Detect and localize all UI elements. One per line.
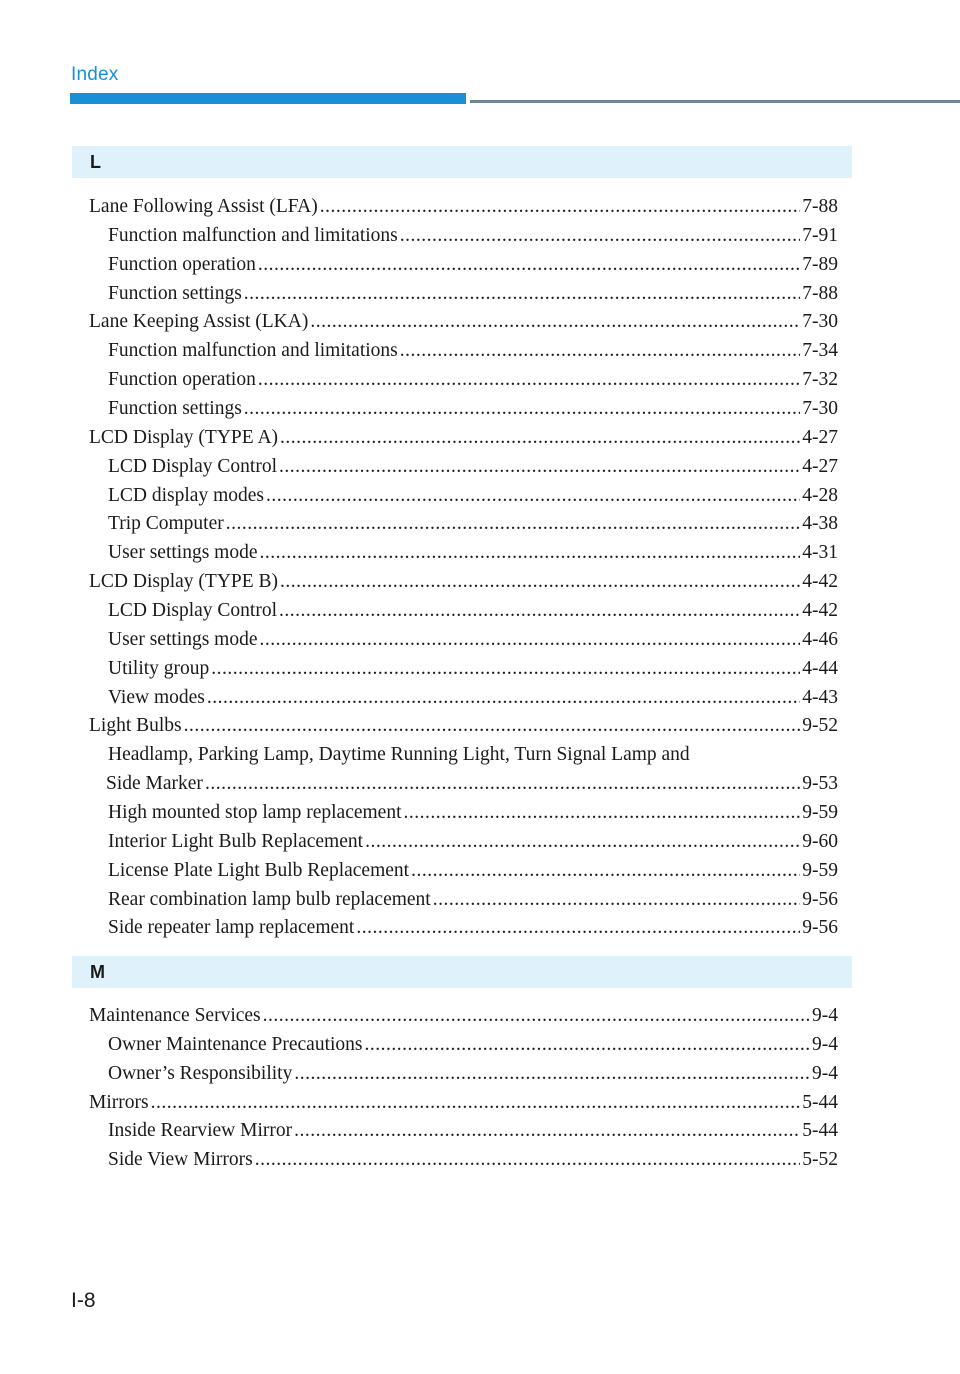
leader-dots — [294, 1060, 810, 1089]
index-entry-page: 9-60 — [802, 830, 838, 852]
index-entry[interactable] — [89, 684, 838, 713]
index-entry[interactable] — [89, 857, 838, 886]
index-list-m — [89, 1002, 838, 1175]
index-entry[interactable] — [89, 1117, 838, 1146]
index-entry-page: 9-53 — [802, 773, 838, 795]
leader-dots — [226, 510, 800, 539]
index-entry-page: 9-4 — [812, 1062, 838, 1084]
index-entry[interactable] — [89, 712, 838, 741]
index-entry-label: Side Marker — [106, 773, 203, 795]
section-letter-m: M — [90, 962, 105, 982]
index-entry-label: Maintenance Services — [89, 1005, 261, 1026]
leader-dots — [310, 308, 800, 337]
index-entry[interactable] — [89, 597, 838, 626]
index-entry[interactable] — [89, 1146, 838, 1175]
index-entry-page: 9-4 — [812, 1033, 838, 1055]
index-entry-page: 9-52 — [802, 715, 838, 737]
leader-dots — [280, 424, 800, 453]
leader-dots — [411, 857, 800, 886]
leader-dots — [259, 626, 800, 655]
index-entry-label: Function operation — [108, 253, 256, 275]
index-entry[interactable] — [89, 337, 838, 366]
index-entry[interactable] — [89, 251, 838, 280]
index-entry-label: High mounted stop lamp replacement — [108, 802, 402, 824]
index-entry-page: 4-44 — [802, 657, 838, 679]
leader-dots — [244, 280, 800, 309]
leader-dots — [258, 251, 800, 280]
leader-dots — [258, 366, 800, 395]
index-entry-label: Utility group — [108, 657, 210, 679]
section-band-m — [72, 956, 852, 988]
index-entry-label: Headlamp, Parking Lamp, Daytime Running Light, Turn Signal Lamp and — [108, 744, 690, 766]
index-entry-page: 5-44 — [802, 1091, 838, 1113]
index-entry-label: LCD display modes — [108, 484, 264, 506]
index-entry-page: 4-28 — [802, 484, 838, 506]
index-entry-page: 4-42 — [802, 600, 838, 622]
index-entry-page: 9-56 — [802, 917, 838, 939]
leader-dots — [205, 770, 800, 799]
index-entry[interactable] — [89, 828, 838, 857]
leader-dots — [263, 1002, 810, 1031]
leader-dots — [400, 222, 800, 251]
index-entry-page: 9-59 — [802, 859, 838, 881]
leader-dots — [294, 1117, 800, 1146]
index-entry-page: 4-31 — [802, 542, 838, 564]
index-entry-page: 7-89 — [802, 253, 838, 275]
index-entry-page: 7-91 — [802, 224, 838, 246]
index-entry-label: Lane Following Assist (LFA) — [89, 196, 318, 217]
leader-dots — [365, 1031, 811, 1060]
index-entry-label: License Plate Light Bulb Replacement — [108, 859, 410, 881]
index-entry[interactable] — [89, 1002, 838, 1031]
index-entry[interactable] — [89, 741, 838, 770]
index-entry[interactable] — [89, 655, 838, 684]
index-entry-page: 7-34 — [802, 340, 838, 362]
index-entry[interactable] — [89, 1031, 838, 1060]
index-entry-page: 5-44 — [802, 1120, 838, 1142]
index-list-l — [89, 193, 838, 943]
index-entry-label: Function settings — [108, 398, 242, 420]
index-entry-label: Trip Computer — [108, 513, 224, 535]
index-entry-page: 4-38 — [802, 513, 838, 535]
index-entry-label: LCD Display (TYPE B) — [89, 571, 279, 593]
leader-dots — [266, 482, 800, 511]
index-entry-page: 5-52 — [802, 1149, 838, 1171]
index-entry-label: Light Bulbs — [89, 715, 182, 737]
running-header-title: Index — [71, 64, 119, 85]
index-entry-label: Rear combination lamp bulb replacement — [108, 888, 431, 910]
index-entry-page: 9-56 — [802, 888, 838, 910]
leader-dots — [433, 886, 801, 915]
leader-dots — [365, 828, 800, 857]
page-number: I-8 — [71, 1289, 96, 1312]
index-entry-page: 4-42 — [802, 571, 838, 593]
index-entry-page: 4-46 — [802, 628, 838, 650]
index-entry[interactable] — [89, 510, 838, 539]
index-entry-label: LCD Display Control — [108, 455, 277, 477]
header-accent-bar — [70, 93, 466, 104]
leader-dots — [184, 712, 801, 741]
index-entry-label: Function malfunction and limitations — [108, 340, 398, 362]
leader-dots — [255, 1146, 801, 1175]
index-entry-label: Function settings — [108, 282, 242, 304]
index-entry[interactable] — [89, 453, 838, 482]
index-entry[interactable] — [89, 914, 838, 943]
index-entry-label: Owner Maintenance Precautions — [108, 1033, 363, 1055]
index-entry[interactable] — [89, 886, 838, 915]
leader-dots — [320, 193, 800, 222]
index-entry[interactable] — [89, 539, 838, 568]
leader-dots — [356, 914, 800, 943]
index-entry-label: LCD Display Control — [108, 600, 277, 622]
index-entry[interactable] — [89, 222, 838, 251]
index-entry-label: Side repeater lamp replacement — [108, 917, 355, 939]
index-entry-page: 4-43 — [802, 686, 838, 708]
index-entry-label: Lane Keeping Assist (LKA) — [89, 311, 309, 333]
index-entry[interactable] — [89, 1089, 838, 1118]
leader-dots — [259, 539, 800, 568]
index-entry-label: Inside Rearview Mirror — [108, 1120, 293, 1142]
leader-dots — [279, 597, 800, 626]
index-entry-label: Mirrors — [89, 1091, 149, 1113]
index-entry-label: User settings mode — [108, 628, 258, 650]
index-entry[interactable] — [89, 482, 838, 511]
section-letter-l: L — [90, 152, 101, 172]
index-entry[interactable] — [89, 799, 838, 828]
index-entry-label: Function operation — [108, 369, 256, 391]
index-entry[interactable] — [89, 770, 838, 799]
index-entry-label: Function malfunction and limitations — [108, 224, 398, 246]
index-entry-page: 9-4 — [812, 1005, 838, 1026]
leader-dots — [279, 453, 800, 482]
index-entry-page: 4-27 — [802, 426, 838, 448]
index-entry[interactable] — [89, 193, 838, 222]
leader-dots — [244, 395, 800, 424]
index-entry[interactable] — [89, 280, 838, 309]
index-entry-page: 7-88 — [802, 196, 838, 217]
index-entry-label: User settings mode — [108, 542, 258, 564]
leader-dots — [211, 655, 800, 684]
index-entry[interactable] — [89, 395, 838, 424]
leader-dots — [207, 684, 800, 713]
index-entry[interactable] — [89, 626, 838, 655]
leader-dots — [400, 337, 800, 366]
index-entry-page: 4-27 — [802, 455, 838, 477]
leader-dots — [404, 799, 801, 828]
index-entry[interactable] — [89, 1060, 838, 1089]
leader-dots — [280, 568, 800, 597]
index-entry-page: 7-30 — [802, 398, 838, 420]
index-entry[interactable] — [89, 308, 838, 337]
index-entry-page: 9-59 — [802, 802, 838, 824]
index-entry-label: Side View Mirrors — [108, 1149, 253, 1171]
section-band-l — [72, 146, 852, 178]
index-entry-label: Owner’s Responsibility — [108, 1062, 293, 1084]
index-entry-label: LCD Display (TYPE A) — [89, 426, 279, 448]
index-entry-label: Interior Light Bulb Replacement — [108, 830, 364, 852]
header-rule — [470, 100, 960, 103]
index-entry[interactable] — [89, 424, 838, 453]
index-entry-page: 7-30 — [802, 311, 838, 333]
index-entry[interactable] — [89, 568, 838, 597]
leader-dots — [151, 1089, 801, 1118]
index-entry-page: 7-88 — [802, 282, 838, 304]
index-entry-label: View modes — [108, 686, 205, 708]
index-entry[interactable] — [89, 366, 838, 395]
index-entry-page: 7-32 — [802, 369, 838, 391]
